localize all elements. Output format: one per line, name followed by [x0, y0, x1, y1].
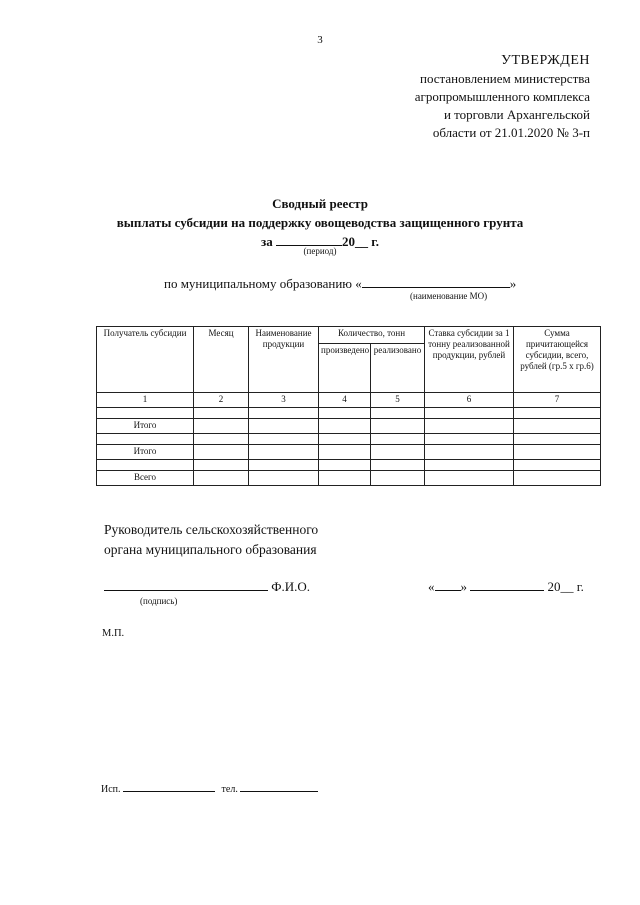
approval-line: постановлением министерства	[419, 71, 590, 86]
column-number: 3	[249, 393, 319, 408]
column-number: 1	[97, 393, 194, 408]
phone-field[interactable]	[240, 791, 318, 792]
period-hint: (период)	[303, 246, 337, 256]
header-recipient: Получатель субсидии	[97, 327, 194, 393]
date-row	[428, 579, 584, 595]
column-number: 2	[194, 393, 249, 408]
date-year: 20__ г.	[547, 579, 584, 594]
registry-table	[96, 326, 601, 486]
table-row[interactable]	[97, 408, 601, 419]
header-quantity: Количество, тонн	[319, 327, 425, 344]
column-number: 6	[425, 393, 514, 408]
signature-field[interactable]	[104, 590, 268, 591]
column-number-row	[97, 393, 601, 408]
approval-line: агропромышленного комплекса	[414, 89, 590, 104]
table-row[interactable]	[97, 434, 601, 445]
mo-suffix: »	[509, 276, 517, 291]
header-produced: произведено	[319, 344, 371, 393]
header-amount: Сумма причитающейся субсидии, всего, рублей (гр.5 х гр.6)	[514, 327, 601, 393]
approval-heading: УТВЕРЖДЕН	[501, 53, 590, 68]
subtotal-label: Итого	[97, 419, 194, 434]
stamp-label: М.П.	[102, 628, 125, 639]
executor-label: Исп.	[101, 784, 121, 795]
table-row[interactable]	[97, 460, 601, 471]
subtotal-row	[97, 445, 601, 460]
column-number: 7	[514, 393, 601, 408]
mo-name-field[interactable]	[362, 287, 510, 288]
header-sold: реализовано	[371, 344, 425, 393]
total-label: Всего	[97, 471, 194, 486]
header-rate: Ставка субсидии за 1 тонну реализованной продукции, рублей	[425, 327, 514, 393]
page-number: 3	[317, 34, 323, 46]
period-year: 20__ г.	[342, 234, 379, 249]
executor-row	[101, 784, 318, 795]
fio-label: Ф.И.О.	[271, 579, 311, 594]
approval-line: области от 21.01.2020 № 3-п	[432, 125, 590, 140]
signature-row	[104, 579, 310, 595]
table-header-row	[97, 327, 601, 344]
signature-hint: (подпись)	[140, 596, 178, 606]
header-product: Наименование продукции	[249, 327, 319, 393]
date-quote-open: «	[428, 579, 435, 594]
column-number: 4	[319, 393, 371, 408]
position-line-1: Руководитель сельскохозяйственного	[104, 522, 319, 537]
subtotal-row	[97, 419, 601, 434]
mo-hint: (наименование МО)	[410, 291, 488, 301]
date-quote-close: »	[460, 579, 467, 594]
phone-label: тел.	[221, 784, 238, 795]
document-title	[0, 194, 640, 251]
period-prefix: за	[261, 234, 273, 249]
total-row	[97, 471, 601, 486]
date-day-field[interactable]	[435, 590, 461, 591]
subtotal-label: Итого	[97, 445, 194, 460]
mo-row	[164, 276, 516, 292]
executor-field[interactable]	[123, 791, 215, 792]
approval-block	[330, 52, 590, 142]
title-line-2: выплаты субсидии на поддержку овощеводства защищенного грунта	[116, 215, 524, 230]
header-month: Месяц	[194, 327, 249, 393]
title-line-1: Сводный реестр	[272, 196, 368, 211]
head-position	[104, 520, 318, 560]
date-month-field[interactable]	[470, 590, 544, 591]
position-line-2: органа муниципального образования	[104, 542, 317, 557]
approval-line: и торговли Архангельской	[443, 107, 590, 122]
mo-prefix: по муниципальному образованию «	[164, 276, 362, 291]
column-number: 5	[371, 393, 425, 408]
